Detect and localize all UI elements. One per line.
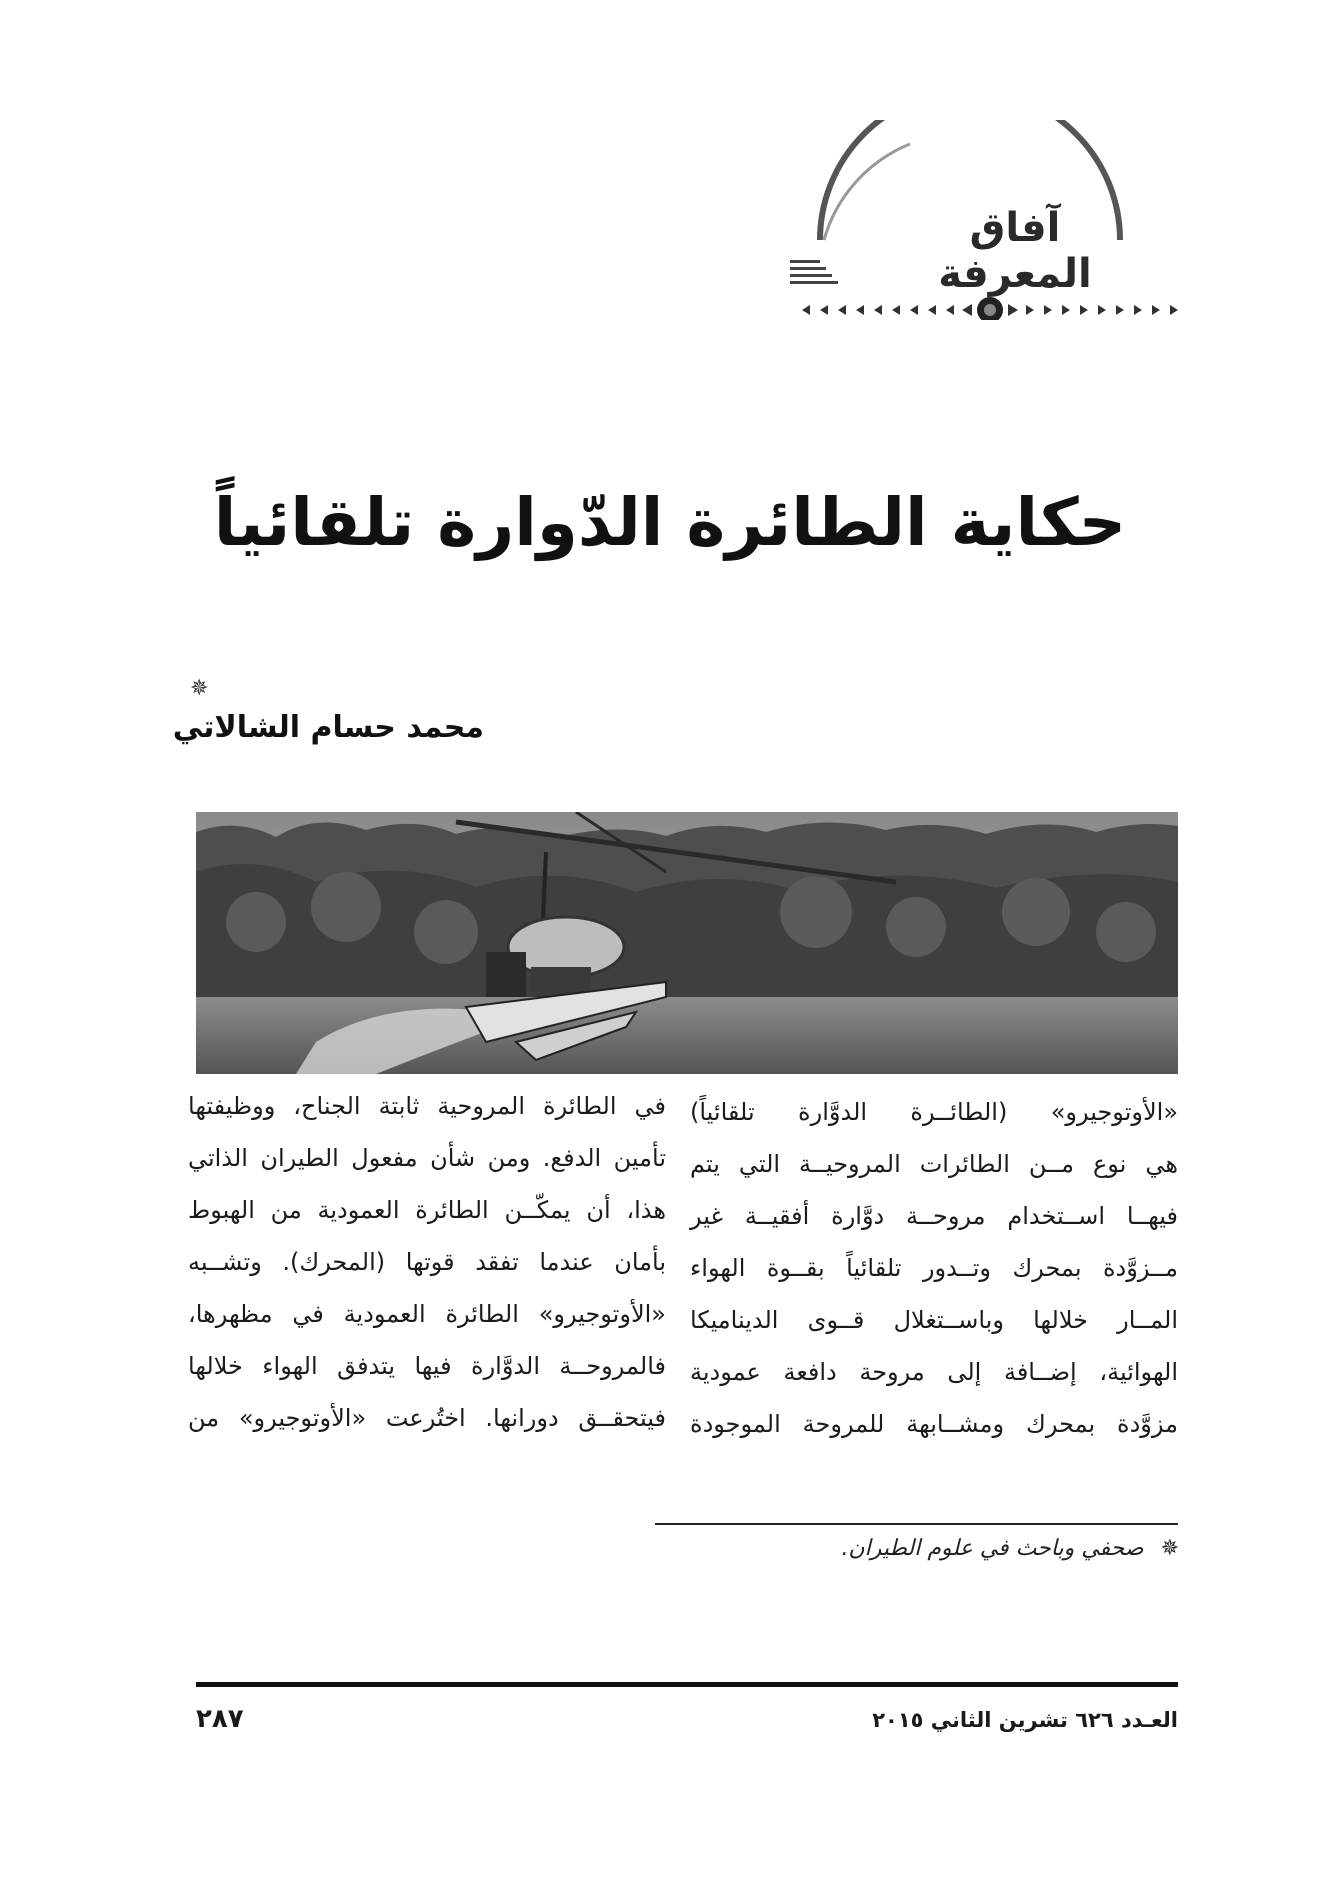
author-footnote-mark: ✵ [190,676,209,701]
body-line: الهوائية، إضــافة إلى مروحة دافعة عمودية [690,1358,1178,1386]
footer-divider [196,1682,1178,1687]
body-column-right [690,1086,1178,1450]
body-line: فيتحقــق دورانها. اختُرعت «الأوتوجيرو» من [188,1404,666,1432]
body-column-left [188,1080,666,1444]
autogyro-illustration [196,812,1178,1074]
body-line: فالمروحــة الدوَّارة فيها يتدفق الهواء خلالها [188,1352,666,1380]
body-line: هي نوع مــن الطائرات المروحيــة التي يتم [690,1150,1178,1178]
footnote [841,1536,1179,1561]
body-line: المــار خلالها وباســتغلال قــوى الديناميكا [690,1306,1178,1334]
body-line: تأمين الدفع. ومن شأن مفعول الطيران الذاتي [188,1144,666,1172]
article-title: حكاية الطائرة الدّوارة تلقائياً [213,484,1127,561]
body-line: مزوَّدة بمحرك ومشــابهة للمروحة الموجودة [690,1410,1178,1438]
body-line: في الطائرة المروحية ثابتة الجناح، ووظيفتها [188,1092,666,1120]
autogyro-photo [196,812,1178,1074]
body-line: هذا، أن يمكّــن الطائرة العمودية من الهبوط [188,1196,666,1224]
footnote-text: صحفي وباحث في علوم الطيران. [841,1536,1144,1561]
body-line: «الأوتوجيرو» الطائرة العمودية في مظهرها، [188,1300,666,1328]
body-line: مــزوَّدة بمحرك وتــدور تلقائياً بقــوة الهواء [690,1254,1178,1282]
article-author: محمد حسام الشالاتي [172,710,484,745]
body-line: بأمان عندما تفقد قوتها (المحرك). وتشــبه [188,1248,666,1276]
body-line: فيهــا اســتخدام مروحــة دوَّارة أفقيــة غير [690,1202,1178,1230]
section-logo-text: آفاق المعرفة [938,205,1092,297]
section-logo [790,120,1190,320]
issue-info: العـدد ٦٢٦ تشرين الثاني ٢٠١٥ [872,1708,1178,1732]
body-line: «الأوتوجيرو» (الطائــرة الدوَّارة تلقائياً) [690,1098,1178,1126]
footnote-mark: ✵ [1160,1536,1179,1561]
footnote-divider [655,1523,1178,1525]
page-number: ٢٨٧ [196,1704,244,1734]
